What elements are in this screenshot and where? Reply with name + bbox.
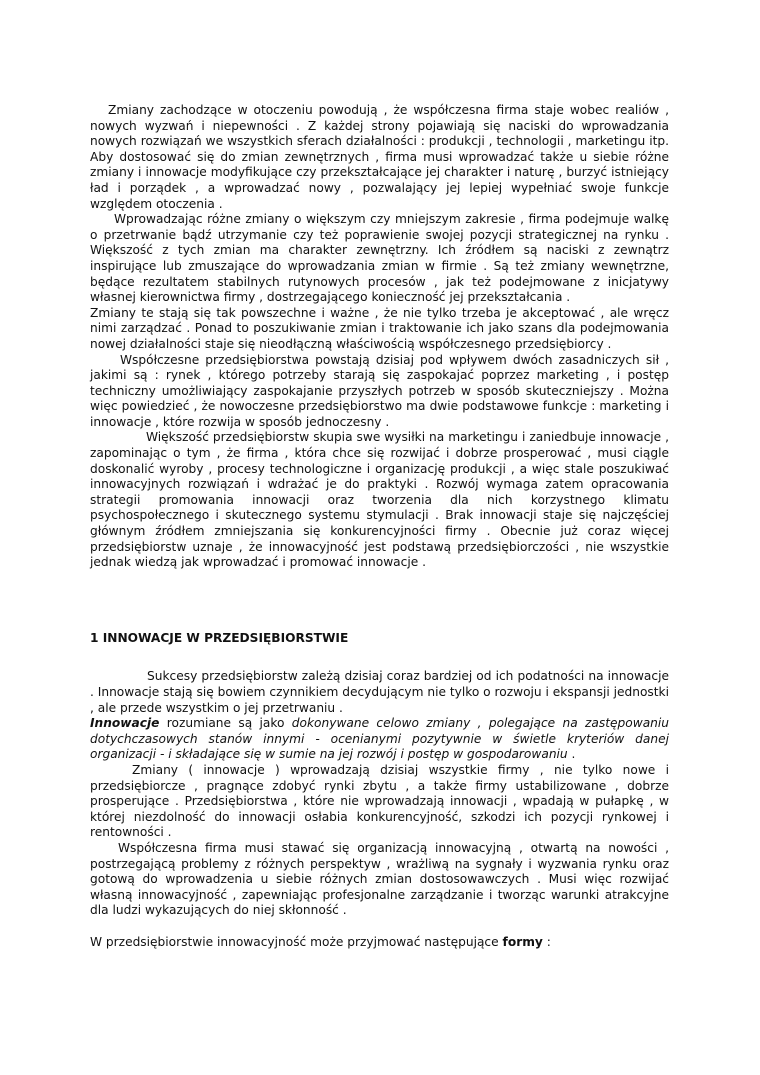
forms-bold: formy <box>502 934 543 949</box>
definition-paragraph <box>90 716 669 763</box>
section-paragraph-2: Zmiany ( innowacje ) wprowadzają dzisiaj wszystkie firmy , nie tylko nowe i przedsiębiorcze , pragnące zdobyć rynki zbytu , a także firmy ustabilizowane , dobrze prosperujące . Przedsiębiorstwa , które nie wprowadzają innowacji , wpadają w pułapkę , w której niezdolność do innowacji osłabia konkurencyjność, szkodzi ich pozycji rynkowej i rentowności . <box>90 762 669 840</box>
section-paragraph-3: Współczesna firma musi stawać się organizacją innowacyjną , otwartą na nowości , postrzegającą problemy z różnych perspektyw , wrażliwą na sygnały i wyzwania rynku oraz gotową do wprowadzenia u siebie różnych zmian dostosowawczych . Musi więc rozwijać własną innowacyjność , zapewniając profesjonalne zarządzanie i tworząc warunki atrakcyjne dla ludzi wykazujących do niej skłonność . <box>90 840 669 918</box>
intro-paragraph-5: Większość przedsiębiorstw skupia swe wysiłki na marketingu i zaniedbuje innowacje , zapominając o tym , że firma , która chce się rozwijać i dobrze prosperować , musi ciągle doskonalić wyroby , procesy technologiczne i organizację produkcji , a więc stale poszukiwać innowacyjnych rozwiązań i wdrażać je do praktyki . Rozwój wymaga zatem opracowania strategii promowania innowacji oraz tworzenia dla nich korzystnego klimatu psychospołecznego i skutecznego systemu stymulacji . Brak innowacji staje się najczęściej głównym źródłem zmniejszania się konkurencyjności firmy . Obecnie już coraz więcej przedsiębiorstw uznaje , że innowacyjność jest podstawą przedsiębiorczości , nie wszystkie jednak wiedzą jak wprowadzać i promować innowacje . <box>90 430 669 570</box>
forms-end: : <box>542 934 551 949</box>
definition-term: Innowacje <box>90 716 160 731</box>
definition-text: dokonywane celowo zmiany , polegające na zastępowaniu dotychczasowych stanów innymi - ocenianymi pozytywnie w świetle kryteriów danej organizacji - i składające się w sumie na jej rozwój i postęp w gospodarowaniu <box>90 716 669 762</box>
intro-paragraph-1: Zmiany zachodzące w otoczeniu powodują , że współczesna firma staje wobec realiów , nowych wyzwań i niepewności . Z każdej strony pojawiają się naciski do wprowadzania nowych rozwiązań we wszystkich sferach działalności : produkcji , technologii , marketingu itp. Aby dostosować się do zmian zewnętrznych , firma musi wprowadzać także u siebie różne zmiany i innowacje modyfikujące czy przekształcające jej charakter i naturę , burzyć istniejący ład i porządek , a wprowadzać nowy , pozwalający jej lepiej wypełniać swoje funkcje względem otoczenia . <box>90 103 669 211</box>
blank-line <box>90 919 669 935</box>
definition-end: . <box>567 747 576 762</box>
section-heading: 1 INNOWACJE W PRZEDSIĘBIORSTWIE <box>90 630 349 645</box>
section-paragraph-1: Sukcesy przedsiębiorstw zależą dzisiaj coraz bardziej od ich podatności na innowacje . Innowacje stają się bowiem czynnikiem decydującym nie tylko o rozwoju i ekspansji jednostki , ale przede wszystkim o jej przetrwaniu . <box>90 669 669 715</box>
forms-text: W przedsiębiorstwie innowacyjność może przyjmować następujące <box>90 934 503 949</box>
intro-paragraph-4: Współczesne przedsiębiorstwa powstają dzisiaj pod wpływem dwóch zasadniczych sił , jakimi są : rynek , którego potrzeby starają się zaspokajać poprzez marketing , i postęp techniczny umożliwiający zaspokajanie przyszłych potrzeb w sposób skuteczniejszy . Można więc powiedzieć , że nowoczesne przedsiębiorstwo ma dwie podstawowe funkcje : marketing i innowacje , które rozwija w sposób jednoczesny . <box>90 352 669 429</box>
intro-paragraph-3: Zmiany te stają się tak powszechne i ważne , że nie tylko trzeba je akceptować , ale wręcz nimi zarządzać . Ponad to poszukiwanie zmian i traktowanie ich jako szans dla podejmowania nowej działalności staje się nieodłączną właściwością współczesnego przedsiębiorcy . <box>90 305 669 351</box>
document-page <box>90 103 669 950</box>
intro-paragraph-2: Wprowadzając różne zmiany o większym czy mniejszym zakresie , firma podejmuje walkę o przetrwanie bądź utrzymanie czy też poprawienie swojej pozycji strategicznej na rynku . Większość z tych zmian ma charakter zewnętrzny. Ich źródłem są naciski z zewnątrz inspirujące lub zmuszające do wprowadzania zmian w firmie . Są też zmiany wewnętrzne, będące rezultatem stabilnych rutynowych procesów , jak też podejmowane z inicjatywy własnej kierownictwa firmy , dostrzegającego konieczność jej przekształcania . <box>90 212 669 305</box>
definition-connector: rozumiane są jako <box>159 716 292 731</box>
forms-paragraph <box>90 935 669 951</box>
